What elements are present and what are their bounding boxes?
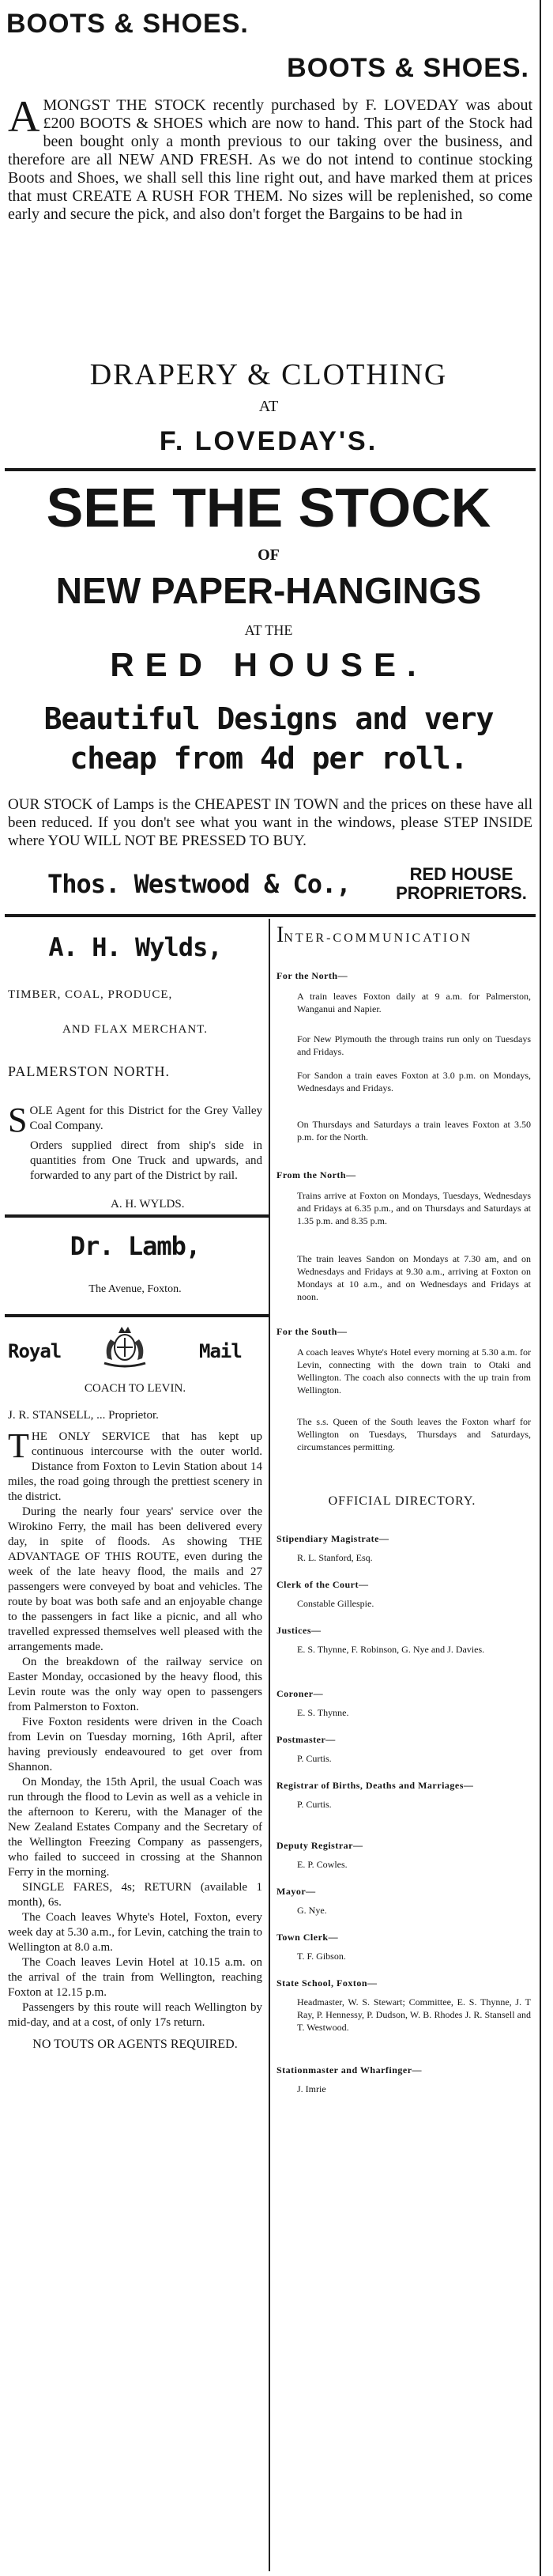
lamb-name: Dr. Lamb, <box>70 1231 201 1261</box>
drapery-heading: DRAPERY & CLOTHING <box>89 358 448 391</box>
official-names: R. L. Stanford, Esq. <box>297 1552 373 1563</box>
inter-south-heading: For the South— <box>276 1326 348 1337</box>
official-title: OFFICIAL DIRECTORY. <box>328 1494 476 1508</box>
mail-royal: Royal <box>8 1340 62 1362</box>
mail-p1: HE ONLY SERVICE that has kept up continuous intercourse with the outer world. Distance from Foxton to Levin Station about 14 miles, the road going through the prettiest scenery in the district. <box>8 1430 262 1503</box>
inter-north-3: For Sandon a train eaves Foxton at 3.0 p.m. on Mondays, Wednesdays and Fridays. <box>297 1070 531 1093</box>
at-label: AT <box>258 398 279 415</box>
mail-p5: On Monday, the 15th April, the usual Coach was run through the flood to Levin as well as a vehicle in the afternoon to Kereru, with the Manager of the New Zealand Estates Company and the Secretary of the Wellington Freezing Company as passengers, who failed to succeed in crossing at the Shannon Ferry in the morning. <box>8 1776 262 1879</box>
official-role: Stipendiary Magistrate— <box>276 1533 389 1544</box>
official-names: E. P. Cowles. <box>297 1859 348 1870</box>
mail-no-touts: NO TOUTS OR AGENTS REQUIRED. <box>32 2038 238 2051</box>
mail-p7: The Coach leaves Whyte's Hotel, Foxton, every week day at 5.30 a.m., for Levin, catching the train to Wellington at 8.0 a.m. <box>8 1911 262 1954</box>
boots-text: MONGST THE STOCK recently purchased by F. LOVEDAY was about £200 BOOTS & SHOES which are now to hand. This part of the Stock had been bought only a month previous to our taking over the business, and therefore are all NEW AND FRESH. As we do not intend to continue stocking Boots and Shoes, we shall sell this line right out, and have marked them at prices that must CREATE A RUSH FOR THEM. No sizes will be replenished, so come early and secure the pick, and also don't forget the Bargains to be had in <box>8 96 532 223</box>
official-role: Clerk of the Court— <box>276 1579 369 1590</box>
rule-2 <box>5 914 536 917</box>
rule-left-1 <box>5 1214 269 1218</box>
beautiful-designs: Beautiful Designs and very cheap from 4d per roll. <box>43 701 494 776</box>
official-role: Coroner— <box>276 1688 324 1699</box>
red-house-name: RED HOUSE. <box>110 646 427 683</box>
inter-from-north-1: Trains arrive at Foxton on Mondays, Tuesdays, Wednesdays and Fridays at 6.35 p.m., and on Thursdays and Saturdays at 1.35 p.m. and 8.35 p.m. <box>297 1190 531 1226</box>
official-role: State School, Foxton— <box>276 1977 378 1989</box>
mail-p9: Passengers by this route will reach Wellington by mid-day, and at a cost, of only 17s return. <box>8 2001 262 2029</box>
westwood-proprietors: RED HOUSE PROPRIETORS. <box>396 864 527 903</box>
official-names: T. F. Gibson. <box>297 1951 346 1962</box>
mail-body <box>8 1426 262 2052</box>
at-the-label: AT THE <box>244 622 293 638</box>
boots-heading-1: BOOTS & SHOES. <box>6 9 249 39</box>
paper-hangings: NEW PAPER-HANGINGS <box>55 570 482 611</box>
wylds-signature: A. H. WYLDS. <box>111 1198 185 1211</box>
official-names: E. S. Thynne, F. Robinson, G. Nye and J. Davies. <box>297 1644 485 1655</box>
wylds-dropcap: S <box>8 1101 28 1139</box>
official-role: Registrar of Births, Deaths and Marriages— <box>276 1780 474 1791</box>
official-role: Stationmaster and Wharfinger— <box>276 2064 423 2076</box>
official-role: Mayor— <box>276 1886 316 1897</box>
wylds-body-2: Orders supplied direct from ship's side in quantities from One Truck and upwards, and forwarded to any part of the District by rail. <box>30 1139 262 1182</box>
column-divider <box>269 919 270 2571</box>
mail-proprietor: J. R. STANSELL, ... Proprietor. <box>8 1409 159 1422</box>
mail-p6: SINGLE FARES, 4s; RETURN (available 1 month), 6s. <box>8 1881 262 1909</box>
boots-body <box>8 93 532 224</box>
wylds-trade-2: AND FLAX MERCHANT. <box>62 1023 208 1036</box>
mail-p4: Five Foxton residents were driven in the Coach from Levin on Tuesday morning, 16th April, after having previously endeavoured to get over from Shannon. <box>8 1716 262 1773</box>
of-label: OF <box>258 546 280 564</box>
wylds-place: PALMERSTON NORTH. <box>8 1063 170 1079</box>
inter-south-2: The s.s. Queen of the South leaves the Foxton wharf for Wellington on Tuesdays, Thursdays and Saturdays, circumstances permitting. <box>297 1416 531 1452</box>
inter-from-north-heading: From the North— <box>276 1169 356 1180</box>
boots-heading-2: BOOTS & SHOES. <box>287 53 529 83</box>
page-edge-rule <box>540 0 541 2576</box>
inter-heading <box>276 923 531 947</box>
rule-1 <box>5 468 536 471</box>
mail-p8: The Coach leaves Levin Hotel at 10.15 a.m. on the arrival of the train from Wellington, reaching Foxton at 12.15 p.m. <box>8 1956 262 1999</box>
inter-dropcap: I <box>276 923 284 947</box>
inter-south-1: A coach leaves Whyte's Hotel every morning at 5.30 a.m. for Levin, connecting with the down train to Otaki and Wellington. The coach also connects with the up train from Wellington. <box>297 1347 531 1396</box>
mail-p2: During the nearly four years' service over the Wirokino Ferry, the mail has been delivered every day, in spite of floods. As showing THE ADVANTAGE OF THIS ROUTE, even during the week of the late heavy flood, the mails and 27 passengers were conveyed by boat and vehicles. The route by boat was both safe and an enjoyable change to the passengers in fact like a picnic, and all who travelled expressed themselves well pleased with the arrangements made. <box>8 1505 262 1653</box>
inter-north-heading: For the North— <box>276 970 348 981</box>
inter-north-1: A train leaves Foxton daily at 9 a.m. for Palmerston, Wanganui and Napier. <box>297 991 531 1014</box>
see-the-stock: SEE THE STOCK <box>46 477 491 538</box>
boots-dropcap: A <box>8 93 40 142</box>
loveday-name: F. LOVEDAY'S. <box>159 426 378 456</box>
official-role: Justices— <box>276 1625 322 1636</box>
wylds-body-1-text: OLE Agent for this District for the Grey Valley Coal Company. <box>29 1105 262 1132</box>
official-names: Constable Gillespie. <box>297 1598 374 1609</box>
official-names: P. Curtis. <box>297 1799 332 1810</box>
wylds-body-1 <box>8 1101 262 1139</box>
wylds-trade-1: TIMBER, COAL, PRODUCE, <box>8 988 173 1001</box>
wylds-name: A. H. Wylds, <box>48 932 222 962</box>
official-names: J. Imrie <box>297 2083 326 2094</box>
official-names: Headmaster, W. S. Stewart; Committee, E. S. Thynne, J. T Ray, P. Hennessy, P. Dudson, W. B. Rhodes J. R. Stansell and T. Westwood. <box>297 1996 531 2033</box>
lamps-text: OUR STOCK of Lamps is the CHEAPEST IN TOWN and the prices on these have all been reduced. If you don't see what you want in the windows, please STEP INSIDE where YOU WILL NOT BE PRESSED TO BUY. <box>8 796 532 849</box>
mail-p3: On the breakdown of the railway service on Easter Monday, occasioned by the heavy flood, this Levin route was the only way open to passengers from Palmerston to Foxton. <box>8 1656 262 1713</box>
inter-from-north-2: The train leaves Sandon on Mondays at 7.30 am, and on Wednesdays and Fridays at 9.30 a.m., arriving at Foxton on Mondays at 10 a.m., and on Wednesdays and Fridays at noon. <box>297 1253 531 1302</box>
official-role: Deputy Registrar— <box>276 1840 363 1851</box>
official-role: Town Clerk— <box>276 1932 339 1943</box>
mail-mail: Mail <box>199 1340 242 1362</box>
inter-north-4: On Thursdays and Saturdays a train leaves Foxton at 3.50 p.m. for the North. <box>297 1119 531 1143</box>
rule-left-2 <box>5 1314 269 1317</box>
official-role: Postmaster— <box>276 1734 336 1745</box>
inter-north-2: For New Plymouth the through trains run only on Tuesdays and Fridays. <box>297 1033 531 1057</box>
mail-dropcap: T <box>8 1426 29 1465</box>
official-names: G. Nye. <box>297 1905 327 1916</box>
royal-crest-icon <box>93 1320 156 1371</box>
official-names: P. Curtis. <box>297 1753 332 1764</box>
lamb-address: The Avenue, Foxton. <box>88 1283 182 1295</box>
official-names: E. S. Thynne. <box>297 1707 349 1718</box>
mail-coach: COACH TO LEVIN. <box>84 1382 186 1395</box>
westwood-firm: Thos. Westwood & Co., <box>47 869 351 899</box>
inter-title: NTER-COMMUNICATION <box>284 931 473 945</box>
